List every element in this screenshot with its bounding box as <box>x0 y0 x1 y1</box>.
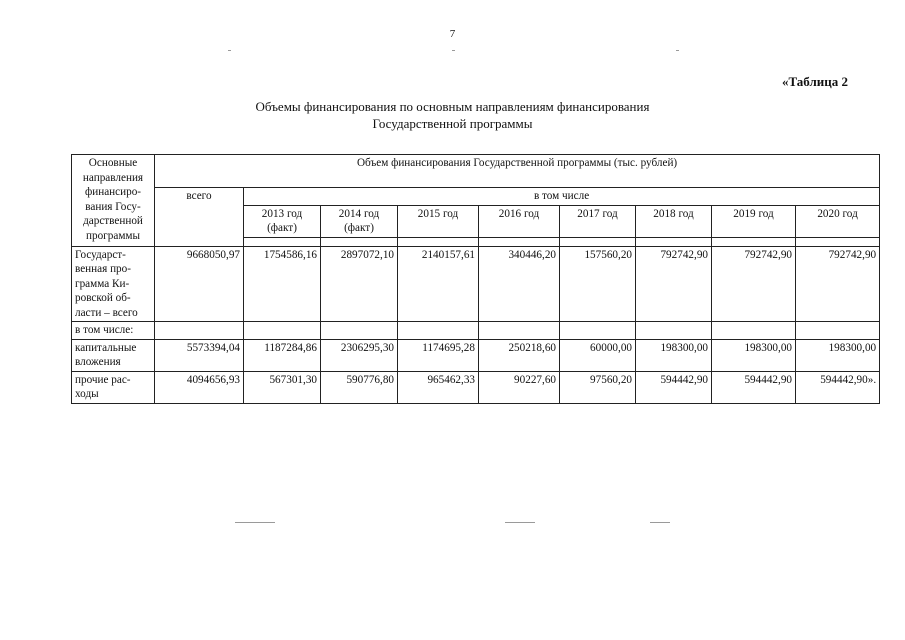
value-cell: 594442,90 <box>636 371 712 403</box>
year-header-2013: 2013 год (факт) <box>244 205 321 237</box>
row-label: капитальные вложения <box>72 339 155 371</box>
including-header-cell: в том числе <box>244 188 880 206</box>
value-cell: 1754586,16 <box>244 246 321 322</box>
header-row-1 <box>72 155 880 188</box>
total-header-cell: всего <box>155 188 244 247</box>
table-row-other-expenses <box>72 371 880 403</box>
value-cell: 792742,90 <box>796 246 880 322</box>
header-spacer <box>479 237 560 246</box>
row-label: Государст-венная про-грамма Ки-ровской об-ласти – всего <box>72 246 155 322</box>
value-cell: 594442,90 <box>712 371 796 403</box>
title-line-1: Объемы финансирования по основным направлениям финансирования <box>255 99 650 114</box>
header-spacer <box>560 237 636 246</box>
table-title <box>0 98 905 132</box>
value-cell: 594442,90». <box>796 371 880 403</box>
value-cell: 1187284,86 <box>244 339 321 371</box>
row-label: прочие рас-ходы <box>72 371 155 403</box>
value-cell: 792742,90 <box>636 246 712 322</box>
value-cell: 2897072,10 <box>321 246 398 322</box>
table-row-including <box>72 322 880 340</box>
empty-cell <box>636 322 712 340</box>
value-cell: 965462,33 <box>398 371 479 403</box>
total-cell: 5573394,04 <box>155 339 244 371</box>
scan-artifact <box>650 522 670 523</box>
year-header-2020: 2020 год <box>796 205 880 237</box>
financing-table <box>71 154 880 404</box>
table-label: «Таблица 2 <box>781 74 848 89</box>
header-spacer <box>321 237 398 246</box>
scan-artifact <box>676 50 679 51</box>
value-cell: 198300,00 <box>796 339 880 371</box>
page-number: 7 <box>449 28 456 40</box>
empty-cell <box>712 322 796 340</box>
year-header-2016: 2016 год <box>479 205 560 237</box>
empty-cell <box>321 322 398 340</box>
value-cell: 250218,60 <box>479 339 560 371</box>
year-header-2014: 2014 год (факт) <box>321 205 398 237</box>
total-cell: 4094656,93 <box>155 371 244 403</box>
table-row-capital-investments <box>72 339 880 371</box>
table-row-program-total <box>72 246 880 322</box>
value-cell: 2140157,61 <box>398 246 479 322</box>
value-cell: 340446,20 <box>479 246 560 322</box>
total-cell: 9668050,97 <box>155 246 244 322</box>
empty-cell <box>244 322 321 340</box>
year-header-2015: 2015 год <box>398 205 479 237</box>
value-cell: 792742,90 <box>712 246 796 322</box>
header-spacer <box>244 237 321 246</box>
value-cell: 97560,20 <box>560 371 636 403</box>
empty-cell <box>796 322 880 340</box>
empty-cell <box>155 322 244 340</box>
value-cell: 2306295,30 <box>321 339 398 371</box>
header-spacer <box>636 237 712 246</box>
header-spacer <box>398 237 479 246</box>
value-cell: 90227,60 <box>479 371 560 403</box>
year-header-2017: 2017 год <box>560 205 636 237</box>
scan-artifact <box>452 50 455 51</box>
value-cell: 157560,20 <box>560 246 636 322</box>
empty-cell <box>479 322 560 340</box>
empty-cell <box>560 322 636 340</box>
row-label: в том числе: <box>72 322 155 340</box>
header-row-2 <box>72 188 880 206</box>
value-cell: 567301,30 <box>244 371 321 403</box>
year-header-2019: 2019 год <box>712 205 796 237</box>
value-cell: 198300,00 <box>712 339 796 371</box>
scan-artifact <box>235 522 275 523</box>
scan-artifact <box>228 50 231 51</box>
value-cell: 60000,00 <box>560 339 636 371</box>
value-cell: 590776,80 <box>321 371 398 403</box>
header-spacer <box>796 237 880 246</box>
empty-cell <box>398 322 479 340</box>
stub-header-cell: Основные направления финансиро-вания Госу-дарственной программы <box>72 155 155 247</box>
group-header-cell: Объем финансирования Государственной программы (тыс. рублей) <box>155 155 880 188</box>
title-line-2: Государственной программы <box>372 116 533 131</box>
value-cell: 1174695,28 <box>398 339 479 371</box>
header-spacer <box>712 237 796 246</box>
value-cell: 198300,00 <box>636 339 712 371</box>
scan-artifact <box>505 522 535 523</box>
year-header-2018: 2018 год <box>636 205 712 237</box>
